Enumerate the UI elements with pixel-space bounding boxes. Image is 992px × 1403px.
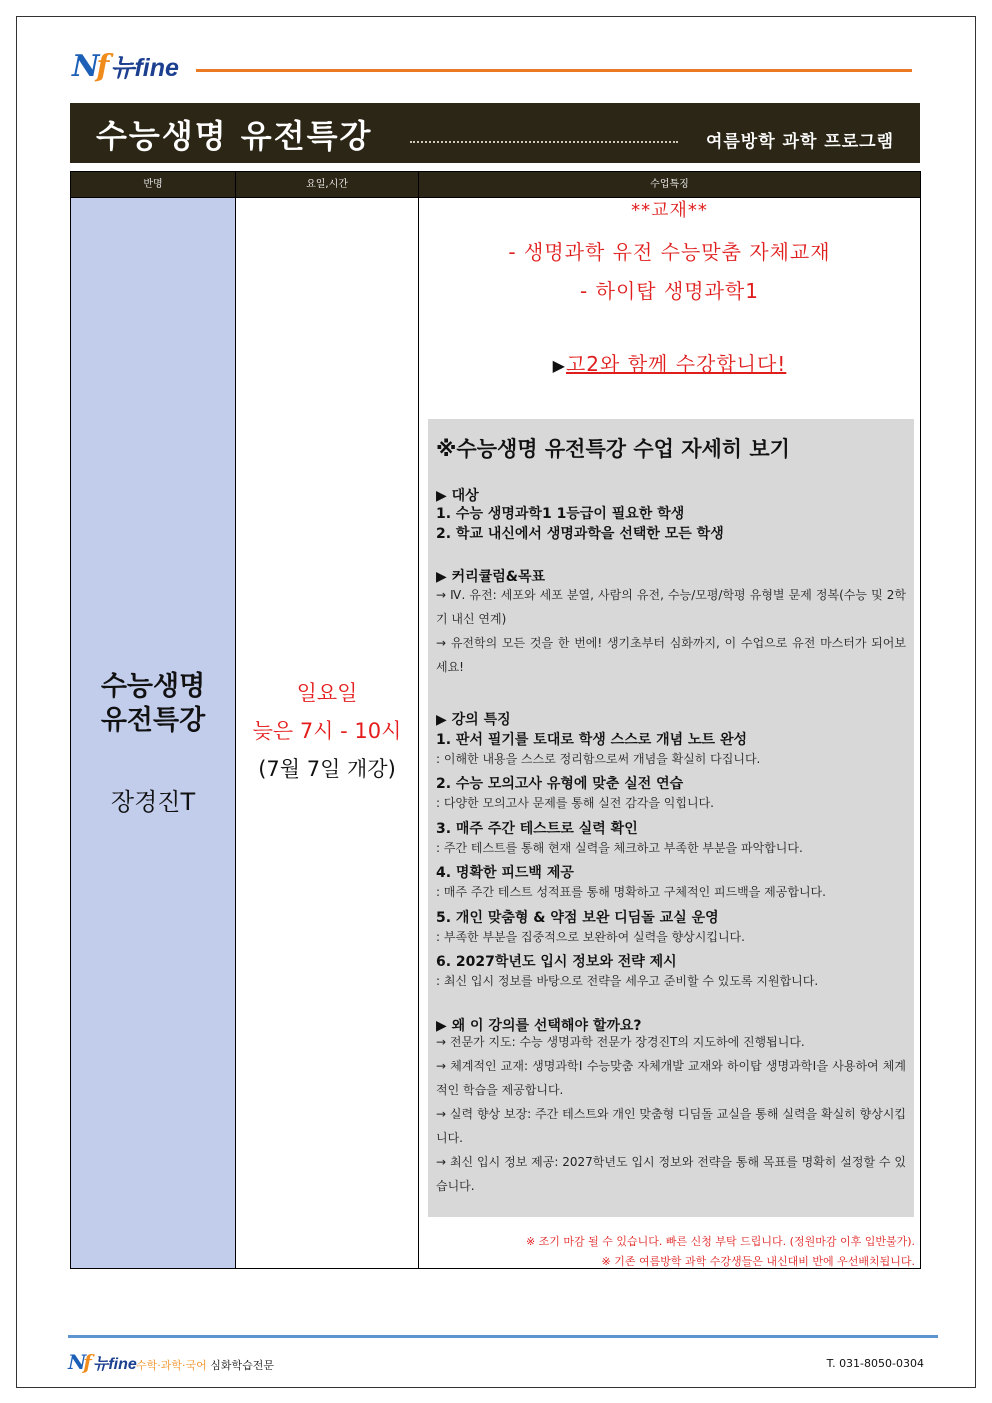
logo-text: 뉴fine: [110, 54, 179, 82]
features-heading: ▶ 강의 특징: [436, 712, 511, 728]
title-dotted-leader: [410, 141, 678, 143]
class-name-line1: 수능생명: [100, 671, 206, 702]
detail-title: ※수능생명 유전특강 수업 자세히 보기: [436, 437, 790, 461]
early-close-note: ※ 조기 마감 될 수 있습니다. 빠른 신청 부탁 드립니다. (정원마감 이후 입반불가).: [525, 1235, 915, 1248]
column-header-class: 반명: [143, 179, 163, 190]
footer-subjects: 수학·과학·국어: [136, 1359, 207, 1372]
title-bar: [70, 103, 920, 163]
column-header-features: 수업특징: [650, 179, 689, 190]
feature-title: 1. 판서 필기를 토대로 학생 스스로 개념 노트 완성: [436, 732, 748, 748]
feature-title: 5. 개인 맞춤형 & 약점 보완 디딤돌 교실 운영: [436, 910, 719, 926]
class-name-line2: 유전특강: [100, 705, 206, 736]
feature-title: 2. 수능 모의고사 유형에 맞춘 실전 연습: [436, 776, 684, 792]
footer-rule: [68, 1335, 938, 1338]
features-cell: [418, 198, 921, 1268]
teacher-name: 장경진T: [110, 788, 196, 816]
class-cell: [71, 198, 236, 1268]
curriculum-item: → 유전학의 모든 것을 한 번에! 생기초부터 심화까지, 이 수업으로 유전 마스터가 되어보세요!: [436, 636, 906, 674]
feature-desc: : 매주 주간 테스트 성적표를 통해 명확하고 구체적인 피드백을 제공합니다.: [436, 885, 826, 899]
footer-specialty: 심화학습전문: [210, 1359, 275, 1372]
priority-note: ※ 기존 여름방학 과학 수강생들은 내신대비 반에 우선배치됩니다.: [601, 1255, 915, 1268]
curriculum-item: → Ⅳ. 유전: 세포와 세포 분열, 사람의 유전, 수능/모평/학평 유형별 문제 정복(수능 및 2학기 내신 연계): [436, 588, 906, 626]
why-heading: ▶ 왜 이 강의를 선택해야 할까요?: [436, 1018, 642, 1034]
triangle-icon: ▶: [552, 356, 566, 375]
feature-title: 3. 매주 주간 테스트로 실력 확인: [436, 821, 638, 837]
brand-logo: [72, 48, 179, 84]
schedule-day: 일요일: [296, 681, 358, 705]
footer-tagline: [136, 1357, 274, 1373]
schedule-time: 늦은 7시 - 10시: [252, 719, 402, 743]
curriculum-heading: ▶ 커리큘럼&목표: [436, 569, 545, 585]
material-item-2: - 하이탑 생명과학1: [580, 279, 759, 303]
feature-desc: : 부족한 부분을 집중적으로 보완하여 실력을 향상시킵니다.: [436, 930, 745, 944]
footer-phone: T. 031-8050-0304: [826, 1357, 924, 1370]
logo-mark: Nf: [72, 49, 107, 84]
column-header-schedule: 요일,시간: [306, 179, 348, 190]
course-table: [70, 171, 921, 1269]
target-heading: ▶ 대상: [436, 488, 479, 504]
material-item-1: - 생명과학 유전 수능맞춤 자체교재: [508, 240, 831, 264]
footer-logo-text: 뉴fine: [92, 1356, 137, 1373]
feature-desc: : 이해한 내용을 스스로 정리함으로써 개념을 확실히 다집니다.: [436, 752, 761, 766]
target-item: 2. 학교 내신에서 생명과학을 선택한 모든 학생: [436, 526, 724, 542]
footer-logo: [68, 1350, 137, 1374]
why-item: → 최신 입시 정보 제공: 2027학년도 입시 정보와 전략을 통해 목표를 명확히 설정할 수 있습니다.: [436, 1155, 906, 1193]
table-header-row: [71, 172, 920, 198]
joint-class-notice: ▶고2와 함께 수강합니다!: [552, 352, 787, 376]
target-item: 1. 수능 생명과학1 1등급이 필요한 학생: [436, 506, 685, 522]
footer-logo-mark: Nf: [68, 1350, 89, 1374]
feature-desc: : 최신 입시 정보를 바탕으로 전략을 세우고 준비할 수 있도록 지원합니다.: [436, 974, 819, 988]
header-rule: [196, 69, 912, 72]
feature-title: 6. 2027학년도 입시 정보와 전략 제시: [436, 954, 677, 970]
material-heading: **교재**: [631, 200, 708, 221]
page-title: 수능생명 유전특강: [96, 117, 373, 155]
why-item: → 전문가 지도: 수능 생명과학 전문가 장경진T의 지도하에 진행됩니다.: [436, 1035, 805, 1049]
feature-title: 4. 명확한 피드백 제공: [436, 865, 574, 881]
feature-desc: : 주간 테스트를 통해 현재 실력을 체크하고 부족한 부분을 파악합니다.: [436, 841, 803, 855]
why-item: → 체계적인 교재: 생명과학Ⅰ 수능맞춤 자체개발 교재와 하이탑 생명과학Ⅰ을 사용하여 체계적인 학습을 제공합니다.: [436, 1059, 906, 1097]
why-item: → 실력 향상 보장: 주간 테스트와 개인 맞춤형 디딤돌 교실을 통해 실력을 확실히 향상시킵니다.: [436, 1107, 906, 1145]
schedule-start-date: (7월 7일 개강): [258, 757, 396, 781]
program-subtitle: 여름방학 과학 프로그램: [705, 132, 894, 152]
feature-desc: : 다양한 모의고사 문제를 통해 실전 감각을 익힙니다.: [436, 796, 714, 810]
detail-box: [428, 419, 914, 1217]
schedule-cell: [236, 198, 419, 1268]
